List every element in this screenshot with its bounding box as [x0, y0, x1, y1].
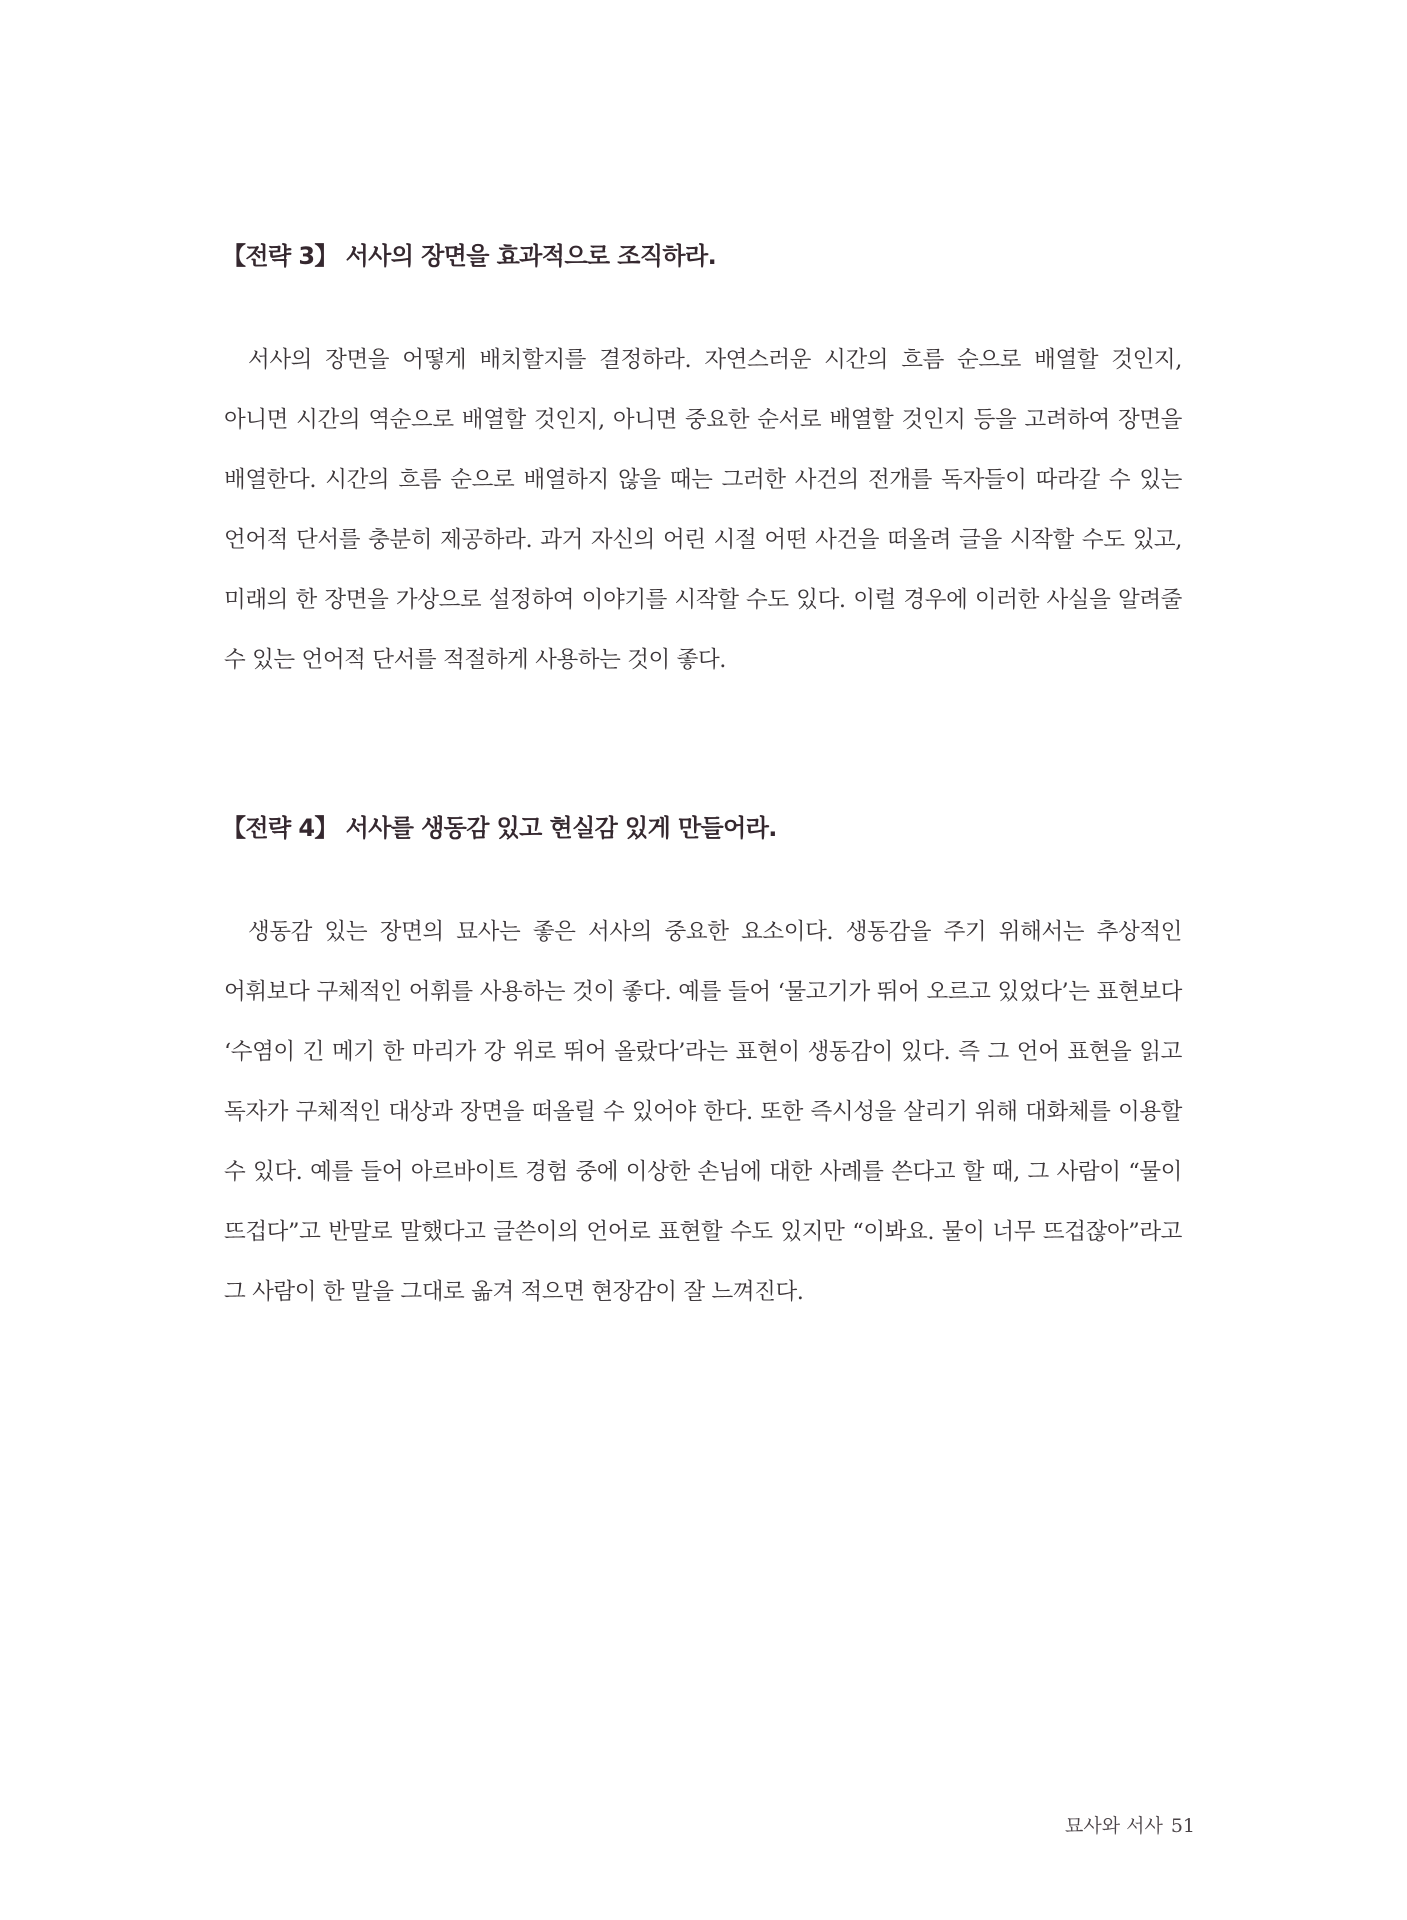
section-3-heading: 【전략 3】 서사의 장면을 효과적으로 조직하라.: [222, 242, 717, 270]
section-4-heading: 【전략 4】 서사를 생동감 있고 현실감 있게 만들어라.: [222, 814, 777, 842]
page-footer: [1065, 1811, 1195, 1838]
section-3-body: 서사의 장면을 어떻게 배치할지를 결정하라. 자연스러운 시간의 흐름 순으로 배열할 것인지, 아니면 시간의 역순으로 배열할 것인지, 아니면 중요한 순서로 배열할 것인지 등을 고려하여 장면을 배열한다. 시간의 흐름 순으로 배열하지 않을 때는 그러한 사건의 전개를 독자들이 따라갈 수 있는 언어적 단서를 충분히 제공하라. 과거 자신의 어린 시절 어떤 사건을 떠올려 글을 시작할 수도 있고, 미래의 한 장면을 가상으로 설정하여 이야기를 시작할 수도 있다. 이럴 경우에 이러한 사실을 알려줄 수 있는 언어적 단서를 적절하게 사용하는 것이 좋다.: [224, 347, 1182, 673]
page-number: 51: [1170, 1815, 1195, 1837]
running-title: 묘사와 서사: [1065, 1815, 1163, 1837]
section-4-body: 생동감 있는 장면의 묘사는 좋은 서사의 중요한 요소이다. 생동감을 주기 위해서는 추상적인 어휘보다 구체적인 어휘를 사용하는 것이 좋다. 예를 들어 ‘물고기가 뛰어 오르고 있었다’는 표현보다 ‘수염이 긴 메기 한 마리가 강 위로 뛰어 올랐다’라는 표현이 생동감이 있다. 즉 그 언어 표현을 읽고 독자가 구체적인 대상과 장면을 떠올릴 수 있어야 한다. 또한 즉시성을 살리기 위해 대화체를 이용할 수 있다. 예를 들어 아르바이트 경험 중에 이상한 손님에 대한 사례를 쓴다고 할 때, 그 사람이 “물이 뜨겁다”고 반말로 말했다고 글쓴이의 언어로 표현할 수도 있지만 “이봐요. 물이 너무 뜨겁잖아”라고 그 사람이 한 말을 그대로 옮겨 적으면 현장감이 잘 느껴진다.: [224, 919, 1182, 1305]
